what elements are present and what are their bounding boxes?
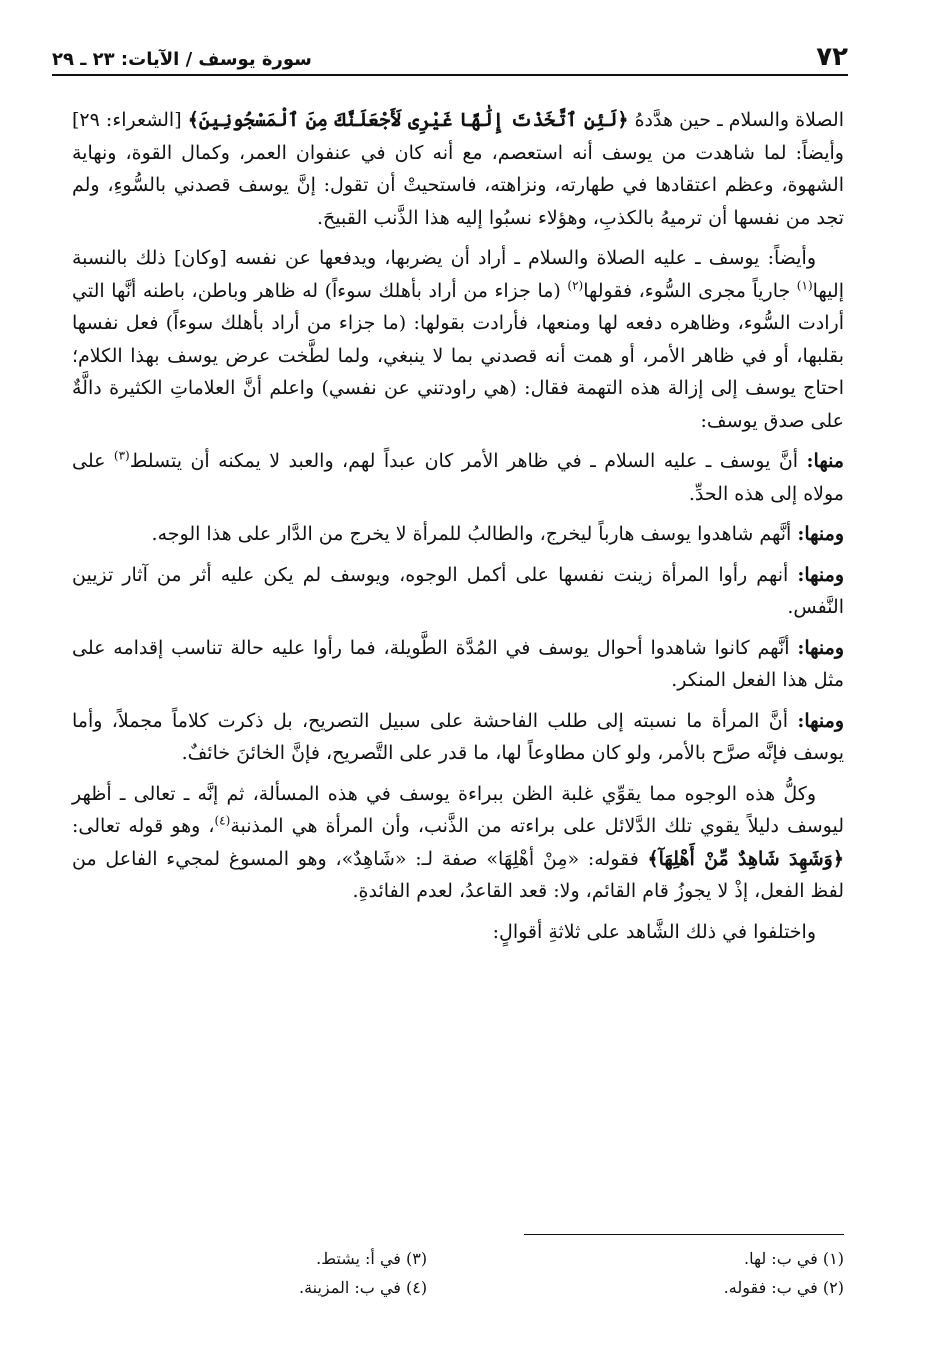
- footnote-rule: [524, 1234, 844, 1235]
- footnote-ref: (٤): [214, 813, 231, 828]
- running-head: سورة يوسف / الآيات: ٢٣ ـ ٢٩: [52, 49, 312, 70]
- paragraph-9: واختلفوا في ذلك الشَّاهد على ثلاثةِ أقوالٍ:: [492, 920, 816, 943]
- page-header: [52, 38, 848, 72]
- footnotes: [72, 1244, 844, 1302]
- footnote-ref: (٣): [113, 448, 130, 463]
- paragraph-8: وكلُّ هذه الوجوه مما يقوِّي غلبة الظن ببراءة يوسف في هذه المسألة، ثم إنَّه ـ تعالى ـ أظهر ليوسف دليلاً يقوي تلك الدَّلائل على براءته من الذَّنب، وأن المرأة هي المذنبة$^{(٤)}$، وهو قوله تعالى: ﴿وَشَهِدَ شَاهِدٌ مِّنْ أَهْلِهَآ﴾ فقوله: «مِنْ أهْلِهَا» صفة لـ: «شَاهِدٌ»، وهو المسوغ لمجيء الفاعل من لفظ الفعل، إذْ لا يجوزُ قام القائم، ولا: قعد القاعدُ، لعدم الفائدةِ.: [72, 782, 844, 902]
- paragraph-1: الصلاة والسلام ـ حين هدَّدهُ ﴿لَئِنِ ٱتَّخَذْتَ إِلَٰهًا غَيْرِى لَأَجْعَلَنَّكَ مِنَ ٱلْمَسْجُونِينَ﴾ [الشعراء: ٢٩] وأيضاً: لما شاهدت من يوسف أنه استعصم، مع أنه كان في عنفوان العمر، وكمال القوة، ونهاية الشهوة، وعظم اعتقادها في طهارته، ونزاهته، فاستحيتْ أن تقول: إنَّ يوسف قصدني بالسُّوءِ، ولم تجد من نفسها أن ترميهُ بالكذبِ، وهؤلاء نسبُوا إليه هذا الذَّنب القبيحَ.: [72, 109, 844, 229]
- footnote-3: (٣) في أ: يشتط.: [316, 1249, 428, 1268]
- paragraph-6: ومنها: أنَّهم كانوا شاهدوا أحوال يوسف في المُدَّة الطَّويلة، فما رأوا عليه حالة تناسب إقدامه على مثل هذا الفعل المنكر.: [72, 636, 844, 691]
- paragraph-5: ومنها: أنهم رأوا المرأة زينت نفسها على أكمل الوجوه، ويوسف لم يكن عليه أثر من آثار تزيين النَّفس.: [72, 563, 844, 618]
- footnote-1: (١) في ب: لها.: [744, 1249, 844, 1268]
- point-lead: ومنها:: [797, 636, 844, 659]
- paragraph-3: منها: أنَّ يوسف ـ عليه السلام ـ في ظاهر الأمر كان عبداً لهم، والعبد لا يمكنه أن يتسلط$^{(٣)}$ على مولاه إلى هذه الحدِّ.: [72, 448, 844, 505]
- quran-quote: ﴿وَشَهِدَ شَاهِدٌ مِّنْ أَهْلِهَآ﴾: [647, 847, 844, 870]
- header-rule: [52, 74, 848, 76]
- body-text: [72, 104, 844, 956]
- footnote-4: (٤) في ب: المزينة.: [298, 1278, 428, 1297]
- quran-quote: ﴿لَئِنِ ٱتَّخَذْتَ إِلَٰهًا غَيْرِى لَأَجْعَلَنَّكَ مِنَ ٱلْمَسْجُونِينَ﴾: [187, 109, 629, 131]
- paragraph-2: وأيضاً: يوسف ـ عليه الصلاة والسلام ـ أراد أن يضربها، ويدفعها عن نفسه [وكان] ذلك بالنسبة إليها$^{(١)}$ جارياً مجرى السُّوء، فقولها$^{(٢)}$ (ما جزاء من أراد بأهلك سوءاً) له ظاهر وباطن، باطنه أنَّها التي أرادت السُّوء، وظاهره دفعه لها ومنعها، فأرادت بقولها: (ما جزاء من أراد بأهلك سوءاً) فعل نفسها بقلبها، أو في ظاهر الأمر، أو همت أنه قصدني بما لا ينبغي، ولما لطَّخت عرض يوسف بهذا الكلام؛ احتاج يوسف إلى إزالة هذه التهمة فقال: (هي راودتني عن نفسي) واعلم أنَّ العلاماتِ الكثيرة دالَّةٌ على صدق يوسف:: [72, 247, 844, 432]
- point-lead: ومنها:: [797, 563, 844, 586]
- paragraph-7: ومنها: أنَّ المرأة ما نسبته إلى طلب الفاحشة على سبيل التصريح، بل ذكرت كلاماً مجملاً، وأما يوسف فإنَّه صرَّح بالأمر، ولو كان مطاوعاً لها، ما قدر على التَّصريح، فإنَّ الخائنَ خائفٌ.: [72, 709, 844, 764]
- paragraph-4: ومنها: أنَّهم شاهدوا يوسف هارباً ليخرج، والطالبُ للمرأة لا يخرج من الدَّار على هذا الوجه.: [151, 523, 844, 545]
- point-lead: منها:: [806, 450, 844, 472]
- footnote-2: (٢) في ب: فقوله.: [723, 1278, 844, 1297]
- footnote-ref: (٢): [567, 278, 584, 293]
- footnote-ref: (١): [796, 278, 813, 293]
- point-lead: ومنها:: [797, 709, 844, 732]
- point-lead: ومنها:: [797, 523, 844, 545]
- footnotes-left-column: [72, 1244, 427, 1302]
- page-number: ٧٢: [816, 42, 848, 72]
- footnotes-right-column: [489, 1244, 844, 1302]
